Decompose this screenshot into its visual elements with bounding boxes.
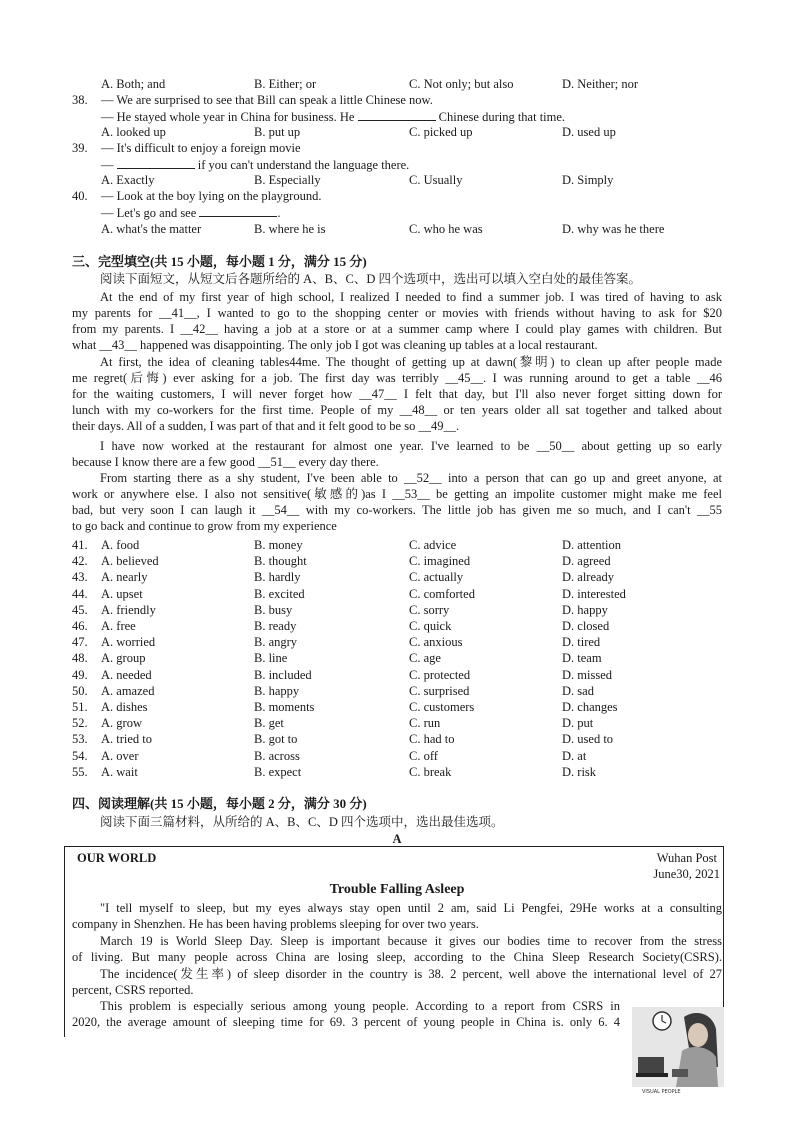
option-d: D. missed — [562, 667, 612, 682]
option-c: C. Not only; but also — [409, 77, 514, 91]
question-line-1: — Look at the boy lying on the playground. — [101, 189, 322, 203]
question-line-2-start: — — [101, 158, 114, 172]
option-a: A. believed — [101, 554, 159, 569]
option-b: B. Either; or — [254, 77, 317, 91]
option-c: C. Usually — [409, 173, 463, 187]
question-number: 54. — [72, 748, 88, 763]
question-number: 48. — [72, 651, 88, 666]
option-a: A. grow — [101, 716, 142, 731]
option-a: A. Both; and — [101, 77, 166, 91]
question-number: 39. — [72, 141, 88, 155]
option-d: D. tired — [562, 635, 601, 650]
section-4-title: 四、阅读理解(共 15 小题，每小题 2 分，满分 30 分) — [72, 796, 367, 811]
option-b: B. put up — [254, 125, 301, 139]
option-a: A. needed — [101, 667, 152, 682]
option-d: D. closed — [562, 619, 610, 633]
option-b: B. get — [254, 716, 284, 731]
option-c: C. run — [409, 716, 441, 731]
question-number: 49. — [72, 667, 88, 682]
option-a: A. food — [101, 538, 140, 552]
option-b: B. angry — [254, 635, 298, 650]
option-d: D. Simply — [562, 173, 614, 187]
cloze-line: what __43__ happened was disappointing. The only job I got was cleaning up tables at a local restaurant. — [72, 338, 598, 352]
option-b: B. line — [254, 651, 288, 666]
option-b: B. expect — [254, 764, 302, 779]
option-a: A. group — [101, 651, 146, 666]
option-b: B. money — [254, 538, 303, 552]
question-line-2-start: — He stayed whole year in China for business. He — [101, 110, 355, 124]
option-d: D. put — [562, 716, 594, 731]
option-a: A. tried to — [101, 732, 153, 747]
option-a: A. what's the matter — [101, 222, 202, 236]
cloze-line: from my parents. I __42__ having a job at a store or at a summer camp where I could play games with children. But — [72, 322, 722, 336]
cloze-line: me regret(后悔) ever asking for a job. The first day was terribly __45__. I was running around to get a table __46 — [72, 371, 722, 385]
cloze-line: At the end of my first year of high school, I realized I needed to find a summer job. I was tired of having to ask — [100, 290, 722, 304]
option-c: C. had to — [409, 732, 455, 747]
option-a: A. free — [101, 619, 136, 633]
option-d: D. agreed — [562, 554, 611, 569]
option-b: B. happy — [254, 683, 300, 698]
question-number: 41. — [72, 538, 88, 552]
option-d: D. why was he there — [562, 222, 665, 236]
article-line: "I tell myself to sleep, but my eyes always stay open until 2 am, said Li Pengfei, 29He works at a consulting — [100, 901, 722, 915]
option-a: A. looked up — [101, 125, 166, 139]
option-b: B. included — [254, 667, 312, 682]
option-d: D. changes — [562, 700, 618, 714]
option-b: B. thought — [254, 554, 307, 569]
section-3-instruction: 阅读下面短文，从短文后各题所给的 A、B、C、D 四个选项中，选出可以填入空白处的最佳答案。 — [100, 272, 641, 286]
article-line: of living. But many people across China are losing sleep, according to the China Sleep Research Society(CSRS). — [72, 950, 722, 964]
section-3-title: 三、完型填空(共 15 小题，每小题 1 分，满分 15 分) — [72, 254, 367, 269]
article-column: OUR WORLD — [77, 851, 157, 865]
option-a: A. amazed — [101, 683, 155, 698]
option-b: B. across — [254, 748, 300, 763]
option-a: A. wait — [101, 764, 138, 779]
answer-blank — [358, 108, 436, 121]
option-c: C. actually — [409, 570, 464, 585]
option-c: C. sorry — [409, 602, 450, 617]
article-title: Trouble Falling Asleep — [329, 882, 465, 897]
option-b: B. busy — [254, 602, 293, 617]
option-d: D. happy — [562, 602, 608, 617]
option-c: C. protected — [409, 667, 471, 682]
article-date: June30, 2021 — [653, 867, 720, 881]
option-a: A. nearly — [101, 570, 148, 585]
option-c: C. picked up — [409, 125, 473, 139]
option-d: D. risk — [562, 764, 597, 779]
option-c: C. imagined — [409, 554, 471, 569]
question-line-2-end: if you can't understand the language there. — [197, 158, 410, 172]
cloze-line: work or anywhere else. I also not sensitive(敏感的)as I __53__ be getting an impolite customer might make me feel — [72, 487, 722, 501]
article-line: The incidence(发生率) of sleep disorder in the country is 38. 2 percent, well above the international level of 27 — [100, 967, 722, 981]
option-d: D. used up — [562, 125, 616, 139]
article-line: percent, CSRS reported. — [72, 983, 194, 997]
option-a: A. over — [101, 748, 139, 763]
option-d: D. used to — [562, 732, 614, 747]
cloze-line: At first, the idea of cleaning tables44me. The thought of getting up at dawn(黎明) to clean up after people made — [100, 355, 722, 369]
option-d: D. at — [562, 748, 587, 763]
option-c: C. quick — [409, 619, 452, 633]
option-b: B. moments — [254, 700, 315, 714]
cloze-line: because I know there are a few good __51__ every day there. — [72, 455, 379, 469]
passage-label: A — [392, 832, 402, 846]
option-c: C. off — [409, 748, 438, 763]
option-c: C. customers — [409, 700, 475, 714]
question-number: 42. — [72, 554, 88, 569]
option-d: D. team — [562, 651, 602, 666]
option-c: C. advice — [409, 538, 457, 552]
option-d: D. already — [562, 570, 615, 585]
option-a: A. upset — [101, 586, 143, 601]
cloze-line: lunch with my co-workers for the first time. People of my __48__ or ten years older all sat together and talked about — [72, 403, 722, 417]
cloze-line: their days. All of a sudden, I was part of that and it felt good to be so __49__. — [72, 419, 460, 433]
option-b: B. Especially — [254, 173, 321, 187]
cloze-line: bad, but very soon I can laugh it __54__ with my co-workers. The little job has given me so much, and I can't __55 — [72, 503, 722, 517]
option-c: C. anxious — [409, 635, 463, 650]
article-line: 2020, the average amount of sleeping time for 69. 3 percent of young people in China is. only 6. 4 — [72, 1015, 620, 1029]
sleepless-person-photo — [632, 1007, 724, 1095]
option-a: A. Exactly — [101, 173, 155, 187]
question-number: 46. — [72, 619, 88, 633]
article-source: Wuhan Post — [656, 851, 717, 865]
option-d: D. sad — [562, 683, 594, 698]
option-b: B. excited — [254, 586, 305, 601]
question-line-2-end: . — [277, 206, 281, 220]
answer-blank — [199, 204, 277, 217]
cloze-line: to go back and continue to grow from my experience — [72, 519, 337, 533]
question-number: 50. — [72, 683, 88, 698]
cloze-line: for the waiting customers, I will never forget how __47__ I felt that day, but I'll also never forget sitting down for — [72, 387, 722, 401]
question-line-2-end: Chinese during that time. — [438, 110, 566, 124]
option-a: A. worried — [101, 635, 156, 650]
question-line-1: — We are surprised to see that Bill can speak a little Chinese now. — [101, 93, 433, 107]
question-number: 44. — [72, 586, 88, 601]
option-c: C. who he was — [409, 222, 483, 236]
question-line-2-start: — Let's go and see — [101, 206, 197, 220]
question-number: 52. — [72, 716, 88, 731]
cloze-line: my parents for __41__, I wanted to go to the shopping center or movies with friends without having to ask for $20 — [72, 306, 722, 320]
option-b: B. where he is — [254, 222, 326, 236]
article-line: company in Shenzhen. He has been having problems sleeping for over two years. — [72, 917, 479, 931]
cloze-line: I have now worked at the restaurant for almost one year. I've learned to be __50__ about getting up so early — [100, 439, 722, 453]
cloze-line: From starting there as a shy student, I've been able to __52__ into a person that can go up and greet anyone, at — [100, 471, 722, 485]
option-a: A. friendly — [101, 602, 156, 617]
article-line: This problem is especially serious among young people. According to a report from CSRS in — [100, 999, 620, 1013]
option-c: C. break — [409, 764, 452, 779]
section-4-instruction: 阅读下面三篇材料，从所给的 A、B、C、D 四个选项中，选出最佳选项。 — [100, 815, 504, 829]
question-line-1: — It's difficult to enjoy a foreign movie — [101, 141, 301, 155]
option-c: C. age — [409, 651, 441, 666]
article-line: March 19 is World Sleep Day. Sleep is important because it gives our bodies time to recover from the stress — [100, 934, 722, 948]
option-c: C. surprised — [409, 683, 470, 698]
option-d: D. interested — [562, 586, 626, 601]
question-number: 43. — [72, 570, 88, 585]
question-number: 51. — [72, 700, 88, 714]
option-d: D. attention — [562, 538, 622, 552]
question-number: 55. — [72, 764, 88, 779]
question-number: 47. — [72, 635, 88, 650]
question-number: 53. — [72, 732, 88, 747]
option-b: B. got to — [254, 732, 298, 747]
question-number: 40. — [72, 189, 88, 203]
option-c: C. comforted — [409, 586, 475, 601]
question-number: 45. — [72, 602, 88, 617]
option-b: B. hardly — [254, 570, 301, 585]
question-number: 38. — [72, 93, 88, 107]
option-a: A. dishes — [101, 700, 148, 714]
answer-blank — [117, 156, 195, 169]
option-b: B. ready — [254, 619, 297, 633]
option-d: D. Neither; nor — [562, 77, 639, 91]
photo-caption: VISUAL PEOPLE — [642, 1089, 681, 1095]
